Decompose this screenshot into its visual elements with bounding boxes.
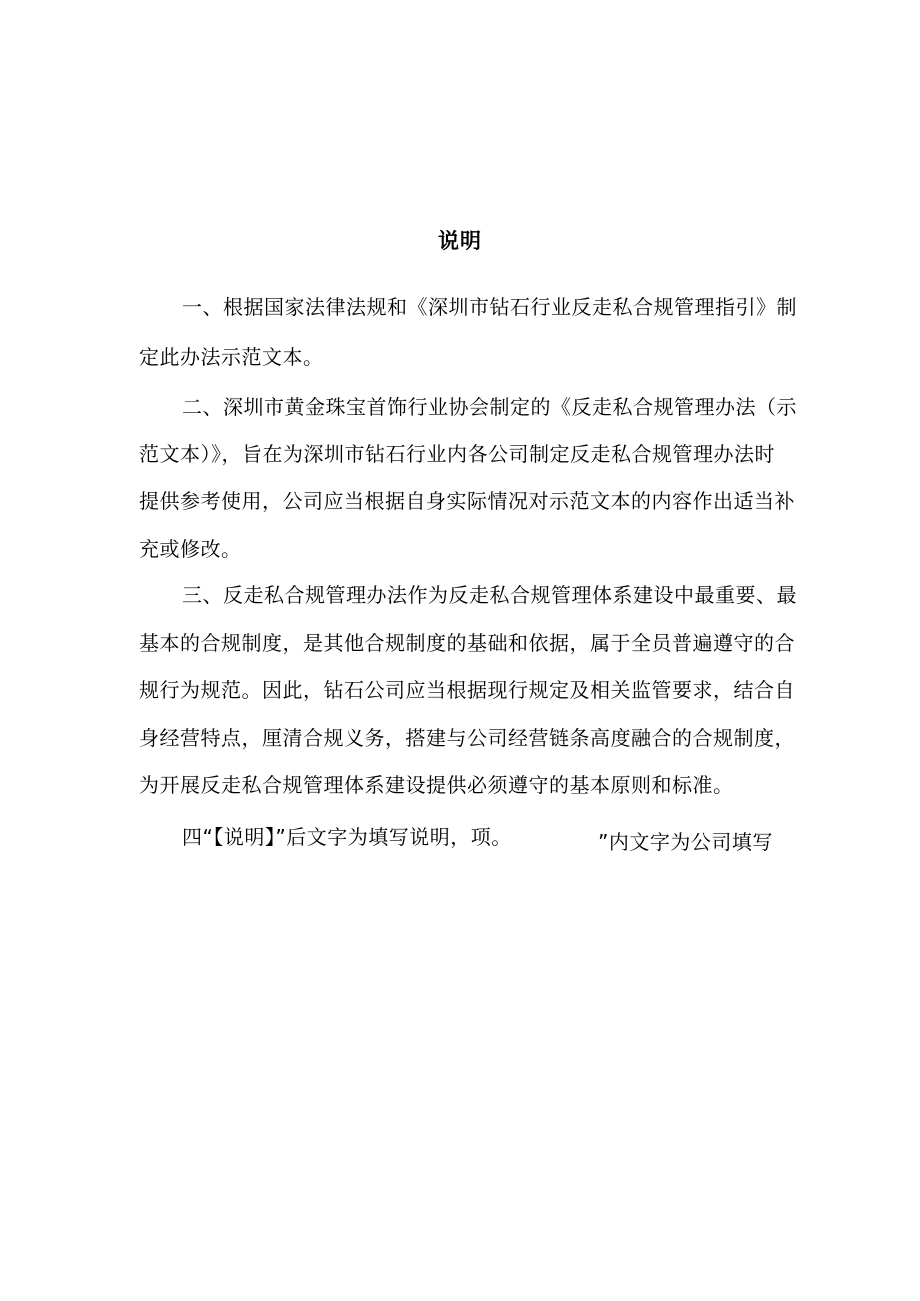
- paragraph-3-line-1: 三、反走私合规管理办法作为反走私合规管理体系建设中最重要、最: [182, 583, 797, 607]
- document-title: 说明: [438, 229, 482, 253]
- paragraph-2-line-4: 充或修改。: [139, 537, 242, 561]
- paragraph-1-line-1: 一、根据国家法律法规和《深圳市钻石行业反走私合规管理指引》制: [182, 295, 797, 319]
- paragraph-2-line-3: 提供参考使用，公司应当根据自身实际情况对示范文本的内容作出适当补: [139, 489, 795, 513]
- paragraph-3-line-5: 为开展反走私合规管理体系建设提供必须遵守的基本原则和标准。: [139, 773, 734, 797]
- paragraph-4-text-right: ”内文字为公司填写: [598, 830, 773, 854]
- paragraph-3-line-2: 基本的合规制度，是其他合规制度的基础和依据，属于全员普遍遵守的合: [139, 631, 795, 655]
- paragraph-4-text-left: 四“【说明】”后文字为填写说明，项。: [182, 825, 512, 849]
- paragraph-1-line-2: 定此办法示范文本。: [139, 345, 324, 369]
- paragraph-3-line-4: 身经营特点，厘清合规义务，搭建与公司经营链条高度融合的合规制度，: [139, 726, 795, 750]
- paragraph-2-line-2: 范文本）》，旨在为深圳市钻石行业内各公司制定反走私合规管理办法时: [139, 442, 775, 466]
- paragraph-2-line-1: 二、深圳市黄金珠宝首饰行业协会制定的《反走私合规管理办法（示: [182, 395, 797, 419]
- paragraph-3-line-3: 规行为规范。因此，钻石公司应当根据现行规定及相关监管要求，结合自: [139, 678, 795, 702]
